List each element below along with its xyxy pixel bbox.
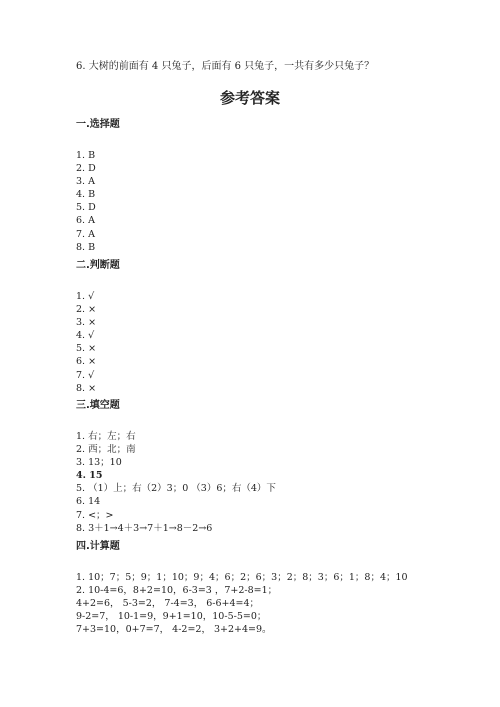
answer-line: 1. 右；左；右 xyxy=(76,431,136,442)
answer-list xyxy=(76,149,120,254)
answer-line: 2. D xyxy=(76,163,96,175)
section-heading: 一.选择题 xyxy=(76,119,120,130)
answer-line: 4+2=6， 5-3=2， 7-4=3， 6-6+4=4； xyxy=(76,598,260,610)
section-heading: 四.计算题 xyxy=(76,541,120,552)
answer-line: 3. × xyxy=(76,317,97,329)
answer-line: 4. 15 xyxy=(76,470,103,482)
answer-line: 5. D xyxy=(76,202,96,214)
answer-line: 6. × xyxy=(76,356,97,368)
answer-list xyxy=(76,290,120,395)
section-multiple-choice xyxy=(76,118,120,254)
answer-list xyxy=(76,571,408,636)
answer-line: 1. B xyxy=(76,150,96,161)
answer-line: 8. × xyxy=(76,382,97,394)
answer-line: 7. √ xyxy=(76,369,95,381)
answer-line: 2. 西；北；南 xyxy=(76,444,136,456)
section-heading: 二.判断题 xyxy=(76,260,120,271)
answer-line: 3. A xyxy=(76,176,95,188)
question-text: 6. 大树的前面有 4 只兔子，后面有 6 只兔子，一共有多少只兔子？ xyxy=(76,61,375,72)
answer-line: 8. B xyxy=(76,241,96,253)
answer-line: 7. <；> xyxy=(76,509,114,521)
answer-list xyxy=(76,430,276,535)
section-calculation xyxy=(76,540,408,636)
answer-line: 7+3=10，0+7=7， 4-2=2， 3+2+4=9。 xyxy=(76,624,272,636)
section-heading: 三.填空题 xyxy=(76,400,120,411)
section-true-false xyxy=(76,259,120,395)
answer-line: 5. × xyxy=(76,343,97,355)
answer-line: 2. 10-4=6，8+2=10，6-3=3 ，7+2-8=1； xyxy=(76,585,278,597)
answer-line: 4. B xyxy=(76,189,96,201)
answer-line: 1. √ xyxy=(76,291,95,302)
answer-line: 5. （1）上；右（2）3；0 （3）6；右（4）下 xyxy=(76,483,276,495)
answer-line: 2. × xyxy=(76,304,97,316)
answer-line: 6. A xyxy=(76,215,95,227)
answer-line: 7. A xyxy=(76,228,95,240)
answer-line: 8. 3＋1→4＋3→7＋1→8－2→6 xyxy=(76,522,213,534)
answer-line: 6. 14 xyxy=(76,496,101,508)
page-title: 参考答案 xyxy=(219,89,280,107)
answer-line: 4. √ xyxy=(76,330,95,342)
answer-line: 9-2=7， 10-1=9，9+1=10，10-5-5=0； xyxy=(76,611,267,623)
section-fill-in xyxy=(76,399,276,535)
answer-line: 1. 10；7；5；9；1；10；9；4；6；2；6；3；2；8；3；6；1；8；4；10 xyxy=(76,572,408,583)
answer-line: 3. 13；10 xyxy=(76,457,122,469)
